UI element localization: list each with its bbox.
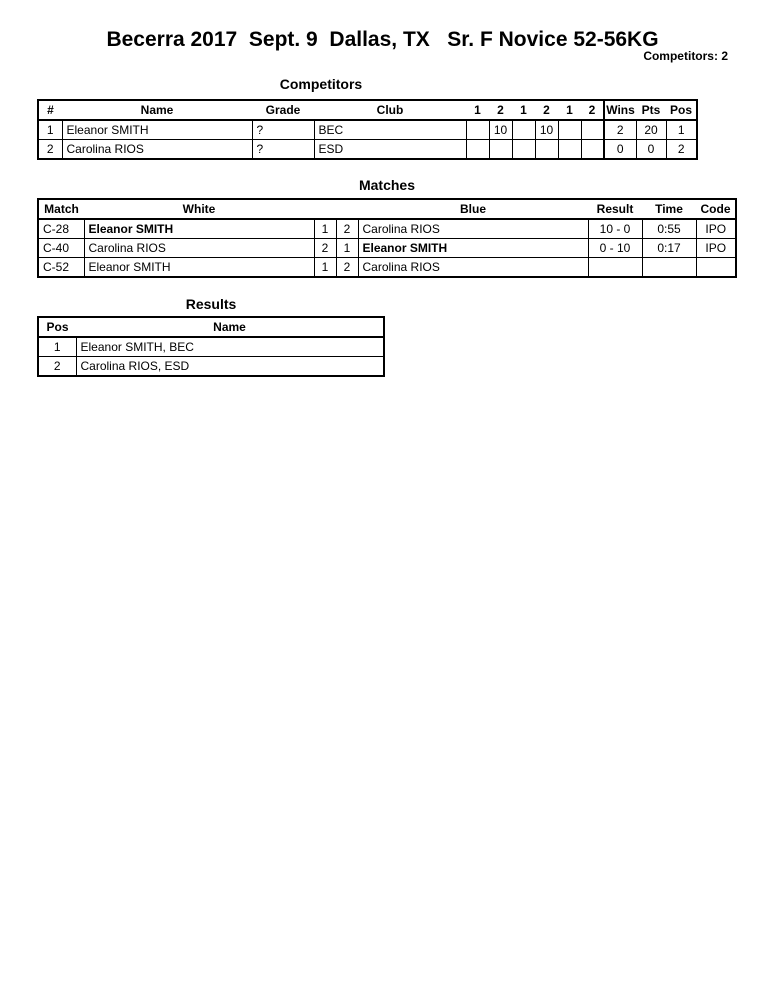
blue-number: 2	[336, 219, 358, 239]
competitor-cell: 20	[636, 120, 666, 140]
match-id: C-28	[38, 219, 84, 239]
match-time: 0:17	[642, 239, 696, 258]
result-position: 1	[38, 337, 76, 357]
match-result: 0 - 10	[588, 239, 642, 258]
result-position: 2	[38, 357, 76, 377]
competitor-cell	[558, 120, 581, 140]
competitor-cell	[466, 140, 489, 160]
results-header-row	[38, 317, 384, 337]
competitor-cell	[581, 140, 604, 160]
match-id: C-40	[38, 239, 84, 258]
blue-number: 2	[336, 258, 358, 278]
blue-number: 1	[336, 239, 358, 258]
match-code	[696, 258, 736, 278]
matches-col-header: Time	[642, 199, 696, 219]
competitors-header-row	[38, 100, 697, 120]
result-name: Carolina RIOS, ESD	[76, 357, 384, 377]
competitor-cell	[512, 120, 535, 140]
table-row	[38, 357, 384, 377]
competitor-cell	[558, 140, 581, 160]
competitors-col-header: Club	[314, 100, 466, 120]
competitors-col-header: 1	[512, 100, 535, 120]
competitors-table	[37, 99, 698, 160]
competitor-cell: 0	[604, 140, 636, 160]
table-row	[38, 258, 736, 278]
table-row	[38, 239, 736, 258]
competitors-col-header: Name	[62, 100, 252, 120]
match-col-header: Match	[38, 199, 84, 219]
table-row	[38, 140, 697, 160]
competitor-cell: ESD	[314, 140, 466, 160]
matches-heading: Matches	[358, 177, 416, 193]
competitor-cell	[581, 120, 604, 140]
competitor-cell: 2	[666, 140, 697, 160]
competitor-cell	[489, 140, 512, 160]
competitor-cell	[512, 140, 535, 160]
competitors-col-header: 2	[581, 100, 604, 120]
blue-competitor: Carolina RIOS	[358, 258, 588, 278]
competitors-col-header: 1	[466, 100, 489, 120]
white-number: 1	[314, 219, 336, 239]
table-row	[38, 337, 384, 357]
match-time: 0:55	[642, 219, 696, 239]
blue-competitor: Carolina RIOS	[358, 219, 588, 239]
competitors-col-header: #	[38, 100, 62, 120]
matches-col-header: Blue	[358, 199, 588, 219]
matches-header-row	[38, 199, 736, 219]
competitor-cell: 10	[535, 120, 558, 140]
matches-col-header: Code	[696, 199, 736, 219]
match-result: 10 - 0	[588, 219, 642, 239]
match-code: IPO	[696, 219, 736, 239]
competitor-cell: 0	[636, 140, 666, 160]
match-code: IPO	[696, 239, 736, 258]
match-result	[588, 258, 642, 278]
results-heading: Results	[185, 296, 237, 312]
competitors-col-header: Wins	[604, 100, 636, 120]
competitors-heading: Competitors	[279, 76, 363, 92]
white-competitor: Carolina RIOS	[84, 239, 314, 258]
competitors-col-header: Grade	[252, 100, 314, 120]
matches-col-header: Result	[588, 199, 642, 219]
white-number: 2	[314, 239, 336, 258]
competitor-cell	[535, 140, 558, 160]
competitors-col-header: Pts	[636, 100, 666, 120]
competitor-cell: Carolina RIOS	[62, 140, 252, 160]
competitors-col-header: Pos	[666, 100, 697, 120]
competitor-cell: ?	[252, 120, 314, 140]
white-number: 1	[314, 258, 336, 278]
competitor-cell	[466, 120, 489, 140]
matches-table	[37, 198, 737, 278]
competitor-cell: BEC	[314, 120, 466, 140]
competitor-cell: Eleanor SMITH	[62, 120, 252, 140]
white-col-header: White	[84, 199, 314, 219]
competitor-cell: 1	[38, 120, 62, 140]
competitor-cell: 2	[604, 120, 636, 140]
competitors-col-header: 2	[535, 100, 558, 120]
table-row	[38, 219, 736, 239]
white-competitor: Eleanor SMITH	[84, 258, 314, 278]
page-title: Becerra 2017 Sept. 9 Dallas, TX Sr. F Novice 52-56KG	[106, 28, 659, 51]
match-time	[642, 258, 696, 278]
score-col-header	[314, 199, 358, 219]
competitor-cell: 2	[38, 140, 62, 160]
blue-competitor: Eleanor SMITH	[358, 239, 588, 258]
competitor-cell: 10	[489, 120, 512, 140]
white-competitor: Eleanor SMITH	[84, 219, 314, 239]
results-table	[37, 316, 385, 377]
match-id: C-52	[38, 258, 84, 278]
competitors-col-header: 2	[489, 100, 512, 120]
competitors-col-header: 1	[558, 100, 581, 120]
table-row	[38, 120, 697, 140]
result-name: Eleanor SMITH, BEC	[76, 337, 384, 357]
results-col-header: Name	[76, 317, 384, 337]
competitors-count: Competitors: 2	[643, 49, 728, 63]
results-col-header: Pos	[38, 317, 76, 337]
competitor-cell: 1	[666, 120, 697, 140]
competitor-cell: ?	[252, 140, 314, 160]
